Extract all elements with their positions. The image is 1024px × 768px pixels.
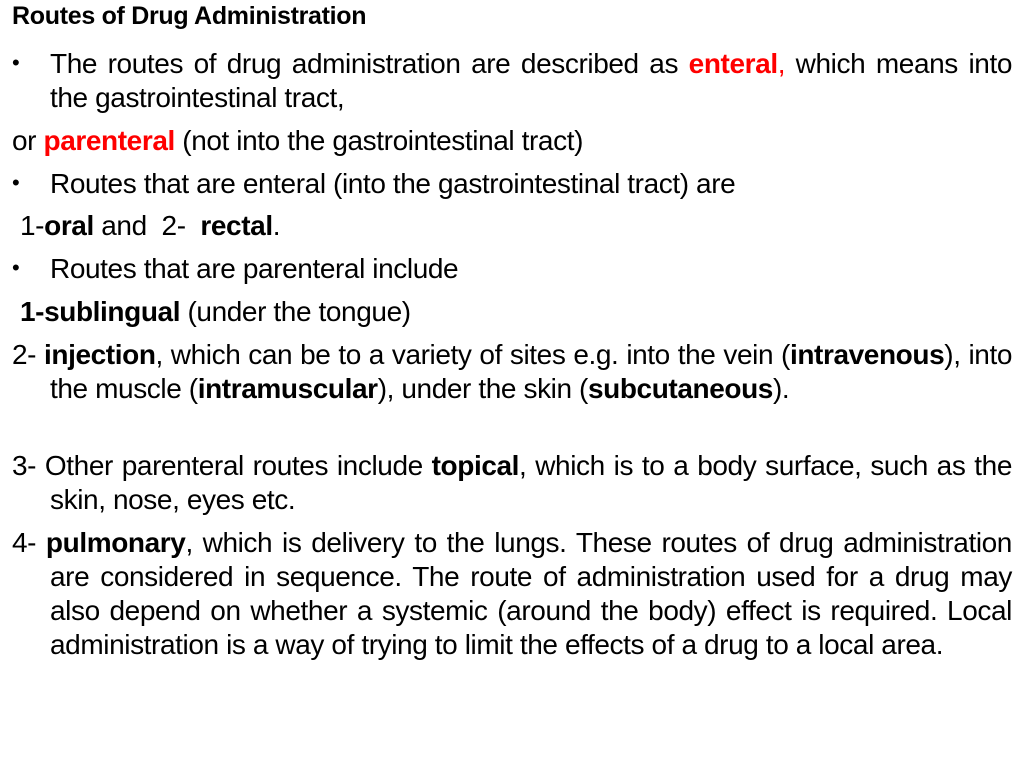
parenteral-route-sublingual: 1-sublingual (under the tongue) [20,296,411,327]
term-enteral: enteral [688,48,778,79]
parenteral-route-pulmonary: 4- pulmonary, which is delivery to the lungs. These routes of drug administration are considered in sequence. The route of administration used for a drug may also depend on whether a systemic (around the body) effect is required. Local administration is a way of trying to limit the effects of a drug to a local area. [12,527,1012,660]
term-sublingual: 1-sublingual [20,296,181,327]
term-topical: topical [431,450,520,481]
bullet-enteral-definition: The routes of drug administration are described as enteral, which means into the gastrointestinal tract, [50,48,1013,113]
term-intramuscular: intramuscular [197,373,378,404]
bullet-parenteral-routes: Routes that are parenteral include [50,253,459,284]
term-rectal: rectal [200,210,273,241]
term-intravenous: intravenous [789,339,945,370]
enteral-routes-list: 1-oral and 2- rectal. [20,210,281,241]
bullet-dot-icon: • [12,50,20,75]
term-oral: oral [44,210,94,241]
bullet-enteral-routes: Routes that are enteral (into the gastrointestinal tract) are [50,168,736,199]
parenteral-definition: or parenteral (not into the gastrointestinal tract) [12,125,584,156]
slide-title: Routes of Drug Administration [12,2,367,30]
parenteral-route-topical: 3- Other parenteral routes include topical, which is to a body surface, such as the skin, nose, eyes etc. [12,450,1012,515]
term-pulmonary: pulmonary [45,527,186,558]
bullet-dot-icon: • [12,170,20,195]
term-parenteral: parenteral [43,125,175,156]
bullet-dot-icon: • [12,255,20,280]
parenteral-route-injection: 2- injection, which can be to a variety of sites e.g. into the vein (intravenous), into the muscle (intramuscular), under the skin (subcutaneous). [12,339,1013,404]
term-injection: injection [44,339,156,370]
term-subcutaneous: subcutaneous [587,373,773,404]
